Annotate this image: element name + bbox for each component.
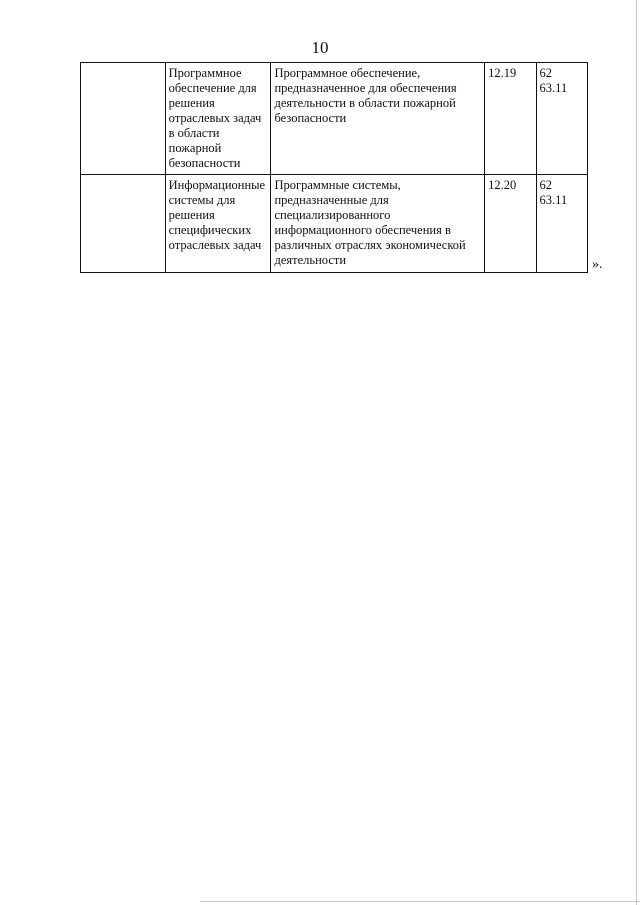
okved-code-secondary: 63.11: [539, 193, 568, 207]
table-cell-description: Программное обеспечение, предназначенное для обеспечения деятельности в области пожарной безопасности: [271, 63, 485, 175]
table-cell-description: Программные системы, предназначенные для специализированного информационного обеспечения в различных отраслях экономической деятельности: [271, 175, 485, 273]
scan-edge-line: [200, 901, 640, 902]
table-row: [81, 175, 588, 273]
table-cell-empty: [81, 63, 166, 175]
scan-edge-line: [636, 0, 637, 905]
okved-code-primary: 62: [539, 66, 553, 80]
table-cell-empty: [81, 175, 166, 273]
table-cell-okved: [536, 63, 587, 175]
okved-code-primary: 62: [539, 178, 553, 192]
okved-code-secondary: 63.11: [539, 81, 568, 95]
software-classification-table: [80, 62, 588, 273]
closing-quote-mark: ».: [592, 257, 603, 272]
table-cell-name: Информационные системы для решения специфических отраслевых задач: [165, 175, 271, 273]
table-cell-code: 12.20: [485, 175, 536, 273]
table-row: [81, 63, 588, 175]
page-number: 10: [311, 38, 329, 57]
table-cell-okved: [536, 175, 587, 273]
table-cell-code: 12.19: [485, 63, 536, 175]
table-cell-name: Программное обеспечение для решения отраслевых задач в области пожарной безопасности: [165, 63, 271, 175]
